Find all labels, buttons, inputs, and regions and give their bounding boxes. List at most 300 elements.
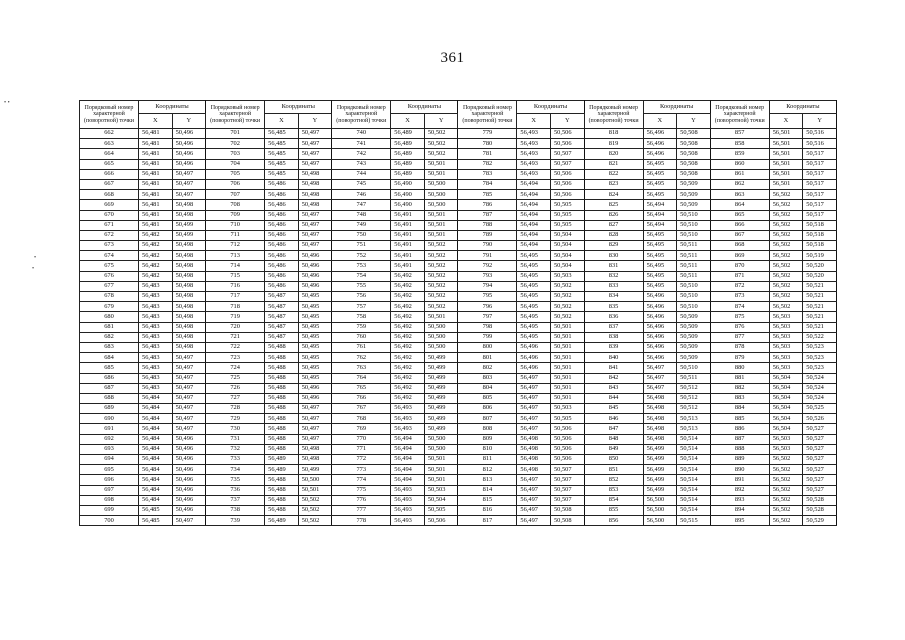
coord-y: 50,509 [677, 342, 711, 352]
coord-y: 50,501 [550, 383, 584, 393]
coord-y: 50,527 [803, 455, 837, 465]
point-number: 890 [710, 465, 769, 475]
point-number: 865 [710, 210, 769, 220]
coord-x: 56,484 [139, 485, 173, 495]
coord-y: 50,511 [677, 271, 711, 281]
point-number: 853 [584, 485, 643, 495]
coord-x: 56,495 [517, 322, 551, 332]
table-row [80, 292, 837, 302]
point-number: 718 [206, 302, 265, 312]
table-row [80, 414, 837, 424]
point-number: 730 [206, 424, 265, 434]
coord-y: 50,496 [172, 149, 206, 159]
coord-y: 50,527 [803, 434, 837, 444]
table-row [80, 434, 837, 444]
point-number: 759 [332, 322, 391, 332]
point-number: 838 [584, 332, 643, 342]
coord-y: 50,517 [803, 179, 837, 189]
coord-y: 50,519 [803, 251, 837, 261]
coord-x: 56,486 [265, 210, 299, 220]
coord-y: 50,506 [550, 455, 584, 465]
coord-x: 56,493 [517, 139, 551, 149]
coord-y: 50,500 [424, 322, 458, 332]
coord-y: 50,506 [550, 434, 584, 444]
header-x: X [391, 114, 425, 129]
coord-x: 56,491 [391, 230, 425, 240]
coord-x: 56,494 [517, 230, 551, 240]
point-number: 860 [710, 159, 769, 169]
point-number: 814 [458, 485, 517, 495]
coord-x: 56,489 [391, 159, 425, 169]
header-x: X [265, 114, 299, 129]
point-number: 827 [584, 220, 643, 230]
point-number: 779 [458, 129, 517, 139]
point-number: 761 [332, 342, 391, 352]
header-point-number: Порядковый номер характерной (поворотной) точки [458, 101, 517, 129]
coord-y: 50,495 [298, 373, 332, 383]
table-row [80, 251, 837, 261]
coord-x: 56,483 [139, 302, 173, 312]
coord-y: 50,504 [550, 230, 584, 240]
coord-x: 56,504 [769, 393, 803, 403]
coord-y: 50,501 [550, 373, 584, 383]
point-number: 882 [710, 383, 769, 393]
point-number: 690 [80, 414, 139, 424]
coord-x: 56,496 [643, 302, 677, 312]
point-number: 674 [80, 251, 139, 261]
coord-y: 50,497 [172, 516, 206, 526]
coord-x: 56,493 [391, 505, 425, 515]
table-row [80, 475, 837, 485]
point-number: 684 [80, 353, 139, 363]
coord-x: 56,484 [139, 424, 173, 434]
header-y: Y [677, 114, 711, 129]
point-number: 866 [710, 220, 769, 230]
point-number: 850 [584, 455, 643, 465]
coord-x: 56,488 [265, 505, 299, 515]
coord-y: 50,512 [677, 404, 711, 414]
point-number: 862 [710, 179, 769, 189]
point-number: 843 [584, 383, 643, 393]
coord-x: 56,483 [139, 353, 173, 363]
coord-y: 50,506 [550, 169, 584, 179]
point-number: 777 [332, 505, 391, 515]
point-number: 825 [584, 200, 643, 210]
coord-x: 56,498 [517, 434, 551, 444]
coord-y: 50,502 [424, 241, 458, 251]
coord-x: 56,496 [643, 332, 677, 342]
point-number: 829 [584, 241, 643, 251]
table-row [80, 393, 837, 403]
table-row [80, 404, 837, 414]
coord-x: 56,488 [265, 475, 299, 485]
coord-x: 56,486 [265, 241, 299, 251]
coord-x: 56,481 [139, 220, 173, 230]
coord-y: 50,496 [172, 505, 206, 515]
coord-y: 50,499 [424, 353, 458, 363]
point-number: 796 [458, 302, 517, 312]
coord-x: 56,495 [643, 179, 677, 189]
coord-x: 56,488 [265, 373, 299, 383]
coord-y: 50,521 [803, 292, 837, 302]
coord-x: 56,488 [265, 404, 299, 414]
point-number: 798 [458, 322, 517, 332]
coord-x: 56,497 [517, 485, 551, 495]
coord-x: 56,490 [391, 200, 425, 210]
coord-x: 56,493 [517, 129, 551, 139]
coord-x: 56,486 [265, 220, 299, 230]
table-row [80, 179, 837, 189]
coord-x: 56,494 [517, 200, 551, 210]
coord-x: 56,482 [139, 271, 173, 281]
point-number: 887 [710, 434, 769, 444]
point-number: 799 [458, 332, 517, 342]
table-row [80, 200, 837, 210]
coord-y: 50,509 [677, 200, 711, 210]
table-row [80, 230, 837, 240]
coord-x: 56,486 [265, 281, 299, 291]
coord-x: 56,494 [391, 465, 425, 475]
coord-y: 50,507 [550, 159, 584, 169]
coord-y: 50,511 [677, 241, 711, 251]
coord-x: 56,488 [265, 353, 299, 363]
coord-y: 50,514 [677, 465, 711, 475]
point-number: 791 [458, 251, 517, 261]
coord-x: 56,502 [769, 495, 803, 505]
point-number: 831 [584, 261, 643, 271]
point-number: 802 [458, 363, 517, 373]
header-x: X [769, 114, 803, 129]
coord-y: 50,506 [550, 444, 584, 454]
coord-x: 56,485 [139, 516, 173, 526]
coord-x: 56,495 [517, 271, 551, 281]
point-number: 733 [206, 455, 265, 465]
point-number: 763 [332, 363, 391, 373]
coord-y: 50,501 [424, 312, 458, 322]
coord-y: 50,507 [550, 465, 584, 475]
point-number: 700 [80, 516, 139, 526]
point-number: 672 [80, 230, 139, 240]
coord-x: 56,484 [139, 404, 173, 414]
coord-y: 50,497 [298, 404, 332, 414]
coord-x: 56,500 [643, 516, 677, 526]
coord-y: 50,495 [298, 292, 332, 302]
point-number: 781 [458, 149, 517, 159]
point-number: 756 [332, 292, 391, 302]
coord-x: 56,494 [517, 241, 551, 251]
point-number: 816 [458, 505, 517, 515]
point-number: 745 [332, 179, 391, 189]
coord-y: 50,502 [424, 261, 458, 271]
point-number: 695 [80, 465, 139, 475]
coord-y: 50,498 [172, 332, 206, 342]
point-number: 716 [206, 281, 265, 291]
table-row [80, 424, 837, 434]
coord-y: 50,516 [803, 139, 837, 149]
point-number: 764 [332, 373, 391, 383]
coord-y: 50,500 [424, 434, 458, 444]
coord-y: 50,527 [803, 475, 837, 485]
coord-y: 50,497 [298, 139, 332, 149]
point-number: 727 [206, 393, 265, 403]
point-number: 675 [80, 261, 139, 271]
coord-y: 50,502 [424, 139, 458, 149]
coord-y: 50,501 [424, 475, 458, 485]
coord-x: 56,491 [391, 220, 425, 230]
coord-y: 50,510 [677, 281, 711, 291]
table-row [80, 322, 837, 332]
coord-y: 50,510 [677, 363, 711, 373]
coord-y: 50,517 [803, 169, 837, 179]
point-number: 820 [584, 149, 643, 159]
coord-x: 56,503 [769, 312, 803, 322]
coord-y: 50,495 [298, 312, 332, 322]
coord-y: 50,518 [803, 220, 837, 230]
coord-x: 56,492 [391, 383, 425, 393]
coord-x: 56,487 [265, 312, 299, 322]
coord-x: 56,483 [139, 312, 173, 322]
coord-y: 50,496 [298, 383, 332, 393]
coord-x: 56,496 [643, 149, 677, 159]
point-number: 819 [584, 139, 643, 149]
coord-y: 50,506 [550, 190, 584, 200]
point-number: 676 [80, 271, 139, 281]
point-number: 664 [80, 149, 139, 159]
coord-x: 56,497 [517, 475, 551, 485]
header-y: Y [298, 114, 332, 129]
header-point-number: Порядковый номер характерной (поворотной) точки [710, 101, 769, 129]
coord-y: 50,497 [172, 353, 206, 363]
coord-x: 56,497 [517, 505, 551, 515]
coord-y: 50,518 [803, 230, 837, 240]
coord-x: 56,483 [139, 383, 173, 393]
coord-x: 56,498 [643, 404, 677, 414]
header-y: Y [550, 114, 584, 129]
coord-y: 50,497 [172, 373, 206, 383]
point-number: 670 [80, 210, 139, 220]
coord-y: 50,498 [298, 200, 332, 210]
coord-x: 56,495 [643, 281, 677, 291]
point-number: 813 [458, 475, 517, 485]
coord-x: 56,492 [391, 292, 425, 302]
coord-x: 56,488 [265, 495, 299, 505]
point-number: 790 [458, 241, 517, 251]
coord-y: 50,528 [803, 495, 837, 505]
point-number: 722 [206, 342, 265, 352]
coord-x: 56,495 [517, 261, 551, 271]
coord-x: 56,501 [769, 169, 803, 179]
point-number: 689 [80, 404, 139, 414]
coord-x: 56,486 [265, 190, 299, 200]
point-number: 760 [332, 332, 391, 342]
coord-x: 56,484 [139, 495, 173, 505]
point-number: 711 [206, 230, 265, 240]
coord-y: 50,498 [172, 210, 206, 220]
coord-x: 56,495 [643, 271, 677, 281]
point-number: 691 [80, 424, 139, 434]
point-number: 864 [710, 200, 769, 210]
coord-x: 56,481 [139, 190, 173, 200]
coord-y: 50,497 [172, 179, 206, 189]
coord-x: 56,494 [643, 200, 677, 210]
coord-y: 50,501 [550, 393, 584, 403]
coord-y: 50,497 [298, 230, 332, 240]
point-number: 822 [584, 169, 643, 179]
point-number: 877 [710, 332, 769, 342]
coord-y: 50,515 [677, 516, 711, 526]
coord-x: 56,485 [265, 129, 299, 139]
coord-x: 56,482 [139, 230, 173, 240]
point-number: 704 [206, 159, 265, 169]
coord-x: 56,502 [769, 505, 803, 515]
coord-x: 56,498 [517, 444, 551, 454]
coord-x: 56,493 [517, 159, 551, 169]
coord-y: 50,501 [550, 322, 584, 332]
coord-x: 56,499 [643, 485, 677, 495]
coord-x: 56,496 [517, 363, 551, 373]
point-number: 848 [584, 434, 643, 444]
coord-y: 50,495 [298, 342, 332, 352]
coord-y: 50,498 [172, 281, 206, 291]
table-row [80, 210, 837, 220]
coord-x: 56,486 [265, 179, 299, 189]
point-number: 693 [80, 444, 139, 454]
header-point-number: Порядковый номер характерной (поворотной) точки [206, 101, 265, 129]
header-coordinates: Координаты [265, 101, 332, 114]
coord-y: 50,498 [172, 342, 206, 352]
coord-y: 50,496 [172, 434, 206, 444]
coord-x: 56,495 [643, 190, 677, 200]
coord-x: 56,502 [769, 241, 803, 251]
point-number: 715 [206, 271, 265, 281]
point-number: 803 [458, 373, 517, 383]
point-number: 774 [332, 475, 391, 485]
coord-x: 56,484 [139, 434, 173, 444]
coord-x: 56,481 [139, 159, 173, 169]
coord-y: 50,497 [172, 383, 206, 393]
coord-x: 56,504 [769, 424, 803, 434]
coord-y: 50,499 [172, 230, 206, 240]
point-number: 694 [80, 455, 139, 465]
coord-x: 56,481 [139, 200, 173, 210]
coord-x: 56,503 [769, 353, 803, 363]
coord-x: 56,490 [391, 179, 425, 189]
coord-x: 56,495 [643, 169, 677, 179]
coord-y: 50,501 [424, 455, 458, 465]
coord-y: 50,508 [677, 159, 711, 169]
coord-y: 50,506 [550, 139, 584, 149]
coord-x: 56,494 [391, 434, 425, 444]
point-number: 874 [710, 302, 769, 312]
coord-y: 50,508 [677, 149, 711, 159]
point-number: 686 [80, 373, 139, 383]
table-row [80, 129, 837, 139]
coord-y: 50,501 [298, 485, 332, 495]
coord-x: 56,502 [769, 281, 803, 291]
coord-y: 50,524 [803, 383, 837, 393]
point-number: 783 [458, 169, 517, 179]
coord-y: 50,501 [424, 220, 458, 230]
point-number: 726 [206, 383, 265, 393]
coord-y: 50,502 [298, 516, 332, 526]
point-number: 852 [584, 475, 643, 485]
coord-y: 50,500 [298, 475, 332, 485]
coord-x: 56,485 [265, 159, 299, 169]
point-number: 757 [332, 302, 391, 312]
coord-y: 50,496 [172, 495, 206, 505]
point-number: 863 [710, 190, 769, 200]
coord-y: 50,517 [803, 190, 837, 200]
point-number: 780 [458, 139, 517, 149]
coord-x: 56,496 [643, 312, 677, 322]
point-number: 795 [458, 292, 517, 302]
coord-x: 56,488 [265, 485, 299, 495]
coord-x: 56,491 [391, 241, 425, 251]
point-number: 797 [458, 312, 517, 322]
coord-y: 50,524 [803, 393, 837, 403]
coord-y: 50,523 [803, 363, 837, 373]
coord-x: 56,496 [643, 353, 677, 363]
point-number: 673 [80, 241, 139, 251]
coord-y: 50,497 [172, 414, 206, 424]
coord-x: 56,489 [265, 455, 299, 465]
coord-x: 56,488 [265, 393, 299, 403]
coord-x: 56,496 [517, 342, 551, 352]
point-number: 698 [80, 495, 139, 505]
coord-x: 56,502 [769, 302, 803, 312]
point-number: 851 [584, 465, 643, 475]
coord-x: 56,497 [517, 373, 551, 383]
table-row [80, 312, 837, 322]
coord-x: 56,498 [517, 465, 551, 475]
point-number: 720 [206, 322, 265, 332]
point-number: 706 [206, 179, 265, 189]
coord-y: 50,498 [298, 190, 332, 200]
point-number: 723 [206, 353, 265, 363]
coord-x: 56,493 [391, 516, 425, 526]
coord-x: 56,492 [391, 342, 425, 352]
coord-x: 56,504 [769, 373, 803, 383]
coord-y: 50,499 [172, 220, 206, 230]
coord-y: 50,522 [803, 332, 837, 342]
coord-x: 56,492 [391, 302, 425, 312]
coord-y: 50,528 [803, 505, 837, 515]
coord-y: 50,527 [803, 465, 837, 475]
point-number: 787 [458, 210, 517, 220]
coord-x: 56,489 [391, 129, 425, 139]
point-number: 677 [80, 281, 139, 291]
coord-x: 56,481 [139, 210, 173, 220]
coord-y: 50,512 [677, 383, 711, 393]
point-number: 878 [710, 342, 769, 352]
coord-x: 56,495 [643, 159, 677, 169]
coord-x: 56,501 [769, 139, 803, 149]
coord-y: 50,497 [172, 363, 206, 373]
coord-y: 50,497 [298, 241, 332, 251]
coord-y: 50,496 [172, 129, 206, 139]
coord-y: 50,503 [550, 271, 584, 281]
coord-x: 56,496 [643, 139, 677, 149]
coord-x: 56,488 [265, 424, 299, 434]
coord-x: 56,483 [139, 363, 173, 373]
point-number: 770 [332, 434, 391, 444]
coord-x: 56,497 [517, 393, 551, 403]
point-number: 750 [332, 230, 391, 240]
point-number: 824 [584, 190, 643, 200]
coord-x: 56,495 [643, 251, 677, 261]
coord-y: 50,502 [424, 129, 458, 139]
point-number: 734 [206, 465, 265, 475]
